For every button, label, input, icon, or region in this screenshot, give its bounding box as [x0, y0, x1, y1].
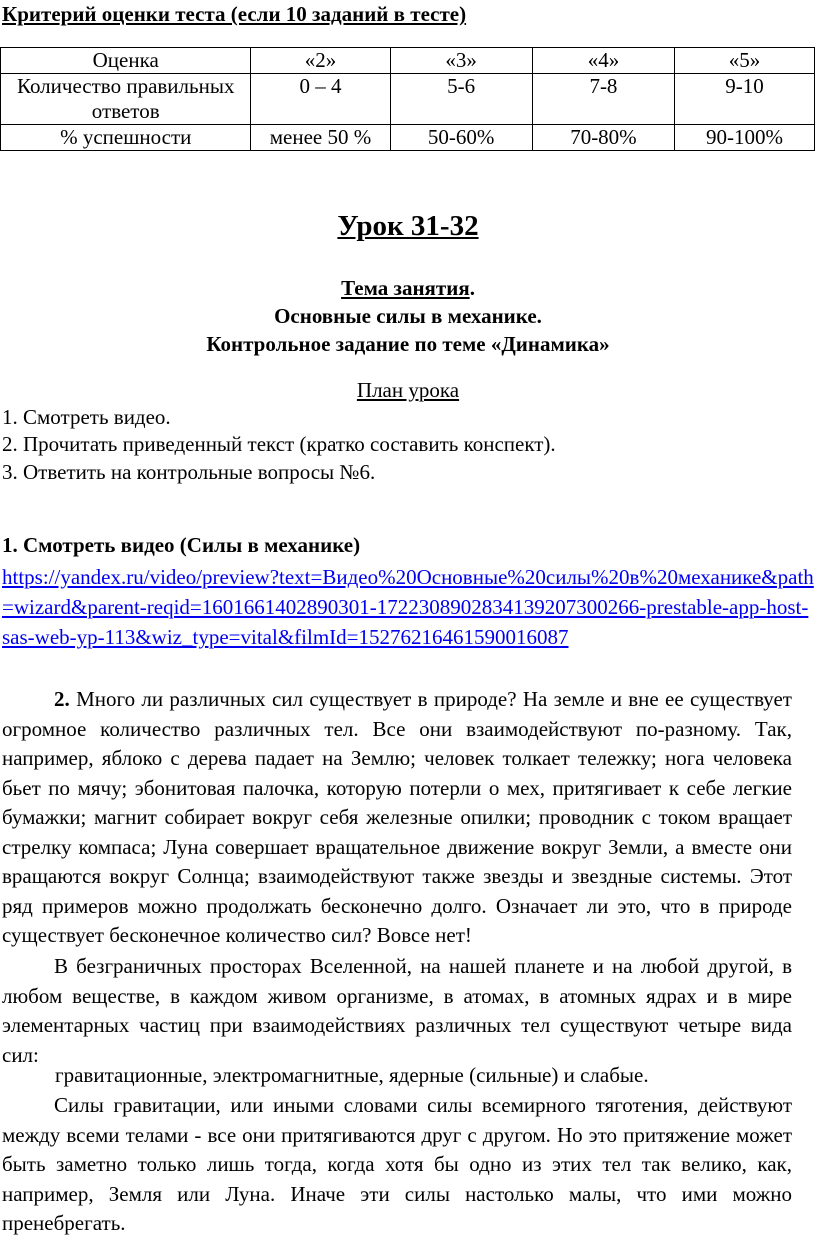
paragraph-number: 2. [54, 687, 70, 711]
topic-label: Тема занятия [341, 276, 470, 300]
table-cell: 0 – 4 [251, 74, 390, 125]
table-cell: Количество правильных ответов [1, 74, 251, 125]
paragraph-3: Силы гравитации, или иными словами силы всемирного тяготения, действуют между всеми телами - все они притягиваются друг с другом. Но это притяжение может быть заметно только лишь тогда, когда хотя бы одно из этих тел так велико, как, например, Земля или Луна. Иначе эти силы настолько малы, что ими можно пренебрегать. [2, 1093, 792, 1235]
table-cell: 90-100% [675, 125, 815, 151]
table-cell: 50-60% [390, 125, 532, 151]
table-cell: «4» [532, 48, 674, 74]
criteria-title: Критерий оценки теста (если 10 заданий в тесте) [2, 2, 467, 26]
paragraph-1 [2, 685, 792, 951]
video-link[interactable]: https://yandex.ru/video/preview?text=Видео%20Основные%20силы%20в%20механике&path=wizard&parent-reqid=1601661402890301-1722308902834139207300266-prestable-app-host-sas-web-yp-113&wiz_type=vital&filmId=15276216461590016087 [2, 565, 814, 649]
topic-label-line [0, 276, 816, 301]
paragraph-2: В безграничных просторах Вселенной, на нашей планете и на любой другой, в любом веществе, в каждом живом организме, в атомах, в атомных ядрах и в мире элементарных частиц при взаимодействиях различных тел существуют четыре вида сил: [2, 954, 792, 1067]
topic-label-dot: . [469, 276, 475, 300]
plan-item: 1. Смотреть видео. [2, 405, 171, 429]
table-row [1, 74, 815, 125]
table-cell: 9-10 [675, 74, 815, 125]
plan-item: 3. Ответить на контрольные вопросы №6. [2, 460, 376, 484]
table-cell: 5-6 [390, 74, 532, 125]
table-cell: менее 50 % [251, 125, 390, 151]
grading-table [0, 47, 815, 151]
table-cell: % успешности [1, 125, 251, 151]
table-row [1, 48, 815, 74]
plan-item: 2. Прочитать приведенный текст (кратко составить конспект). [2, 432, 556, 456]
table-cell: «5» [675, 48, 815, 74]
lesson-title: Урок 31-32 [337, 210, 479, 242]
video-heading: 1. Смотреть видео (Силы в механике) [2, 533, 361, 557]
topic-line-1: Основные силы в механике. [274, 304, 542, 328]
table-cell: «2» [251, 48, 390, 74]
table-cell: 7-8 [532, 74, 674, 125]
paragraph-1-text: Много ли различных сил существует в природе? На земле и вне ее существует огромное количество различных тел. Все они взаимодействуют по-разному. Так, например, яблоко с дерева падает на Землю; человек толкает тележку; нога человека бьет по мячу; эбонитовая палочка, которую потерли о мех, притягивает к себе легкие бумажки; магнит собирает вокруг себя железные опилки; проводник с током вращает стрелку компаса; Луна совершает вращательное движение вокруг Земли, а вместе они вращаются вокруг Солнца; взаимодействуют также звезды и звездные системы. Этот ряд примеров можно продолжать бесконечно долго. Означает ли это, что в природе существует бесконечное количество сил? Вовсе нет! [2, 687, 792, 947]
table-cell: Оценка [1, 48, 251, 74]
table-row [1, 125, 815, 151]
plan-title: План урока [356, 378, 460, 402]
topic-line-2: Контрольное задание по теме «Динамика» [206, 332, 610, 356]
table-cell: «3» [390, 48, 532, 74]
force-types-line: гравитационные, электромагнитные, ядерные (сильные) и слабые. [55, 1063, 649, 1087]
table-cell: 70-80% [532, 125, 674, 151]
